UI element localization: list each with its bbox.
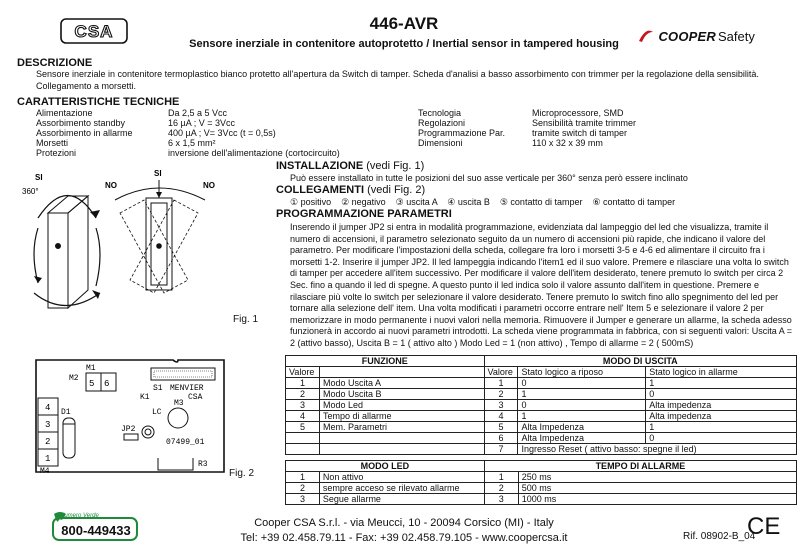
fig1-360-label: 360° xyxy=(22,187,39,196)
product-title: 446-AVR xyxy=(369,14,439,33)
cell: 2 xyxy=(286,483,320,494)
cell: 1000 ms xyxy=(518,494,796,505)
cooper-word: COOPER xyxy=(658,29,716,44)
cell: 2 xyxy=(484,389,518,400)
col-allarme: Stato logico in allarme xyxy=(646,367,797,378)
cell: 1 xyxy=(518,389,646,400)
spec-label: Alimentazione xyxy=(36,108,93,118)
fig1-si-right: SI xyxy=(154,169,162,178)
numero-verde-label: Numero Verde xyxy=(60,513,99,519)
table-header-row xyxy=(286,356,797,367)
figure-2-pcb-diagram xyxy=(28,350,228,480)
cell: 500 ms xyxy=(518,483,796,494)
table-row xyxy=(286,400,797,411)
cell: 1 xyxy=(286,378,320,389)
spec-value: 400 µA ; V= 3Vcc (t = 0,5s) xyxy=(168,128,276,138)
cell xyxy=(319,433,484,444)
cell: Modo Led xyxy=(319,400,484,411)
spec-label: Assorbimento in allarme xyxy=(36,128,133,138)
cell: Non attivo xyxy=(319,472,484,483)
footer-line-2: Tel: +39 02.458.79.11 - Fax: +39 02.458.79.105 - www.coopercsa.it xyxy=(240,532,568,544)
terminal-3: 3 xyxy=(45,420,51,430)
cell: 1 xyxy=(484,378,518,389)
terminal-4: 4 xyxy=(45,403,51,413)
funzione-header: FUNZIONE xyxy=(286,356,485,367)
descrizione-heading: DESCRIZIONE xyxy=(17,57,93,69)
label-jp2: JP2 xyxy=(121,425,136,434)
cell: 0 xyxy=(518,400,646,411)
table-row xyxy=(286,389,797,400)
cell: 3 xyxy=(286,400,320,411)
label-m2: M2 xyxy=(69,374,79,383)
spec-label: Regolazioni xyxy=(418,118,466,128)
fig1-label: Fig. 1 xyxy=(233,314,259,325)
cell: Modo Uscita B xyxy=(319,389,484,400)
spec-label: Morsetti xyxy=(36,138,69,148)
cell: 0 xyxy=(646,389,797,400)
ce-mark: CE xyxy=(747,513,781,540)
cell xyxy=(286,444,320,455)
fig1-si-left: SI xyxy=(35,173,43,182)
cell: 0 xyxy=(518,378,646,389)
cell: 6 xyxy=(484,433,518,444)
spec-value: 16 µA ; V = 3Vcc xyxy=(168,118,235,128)
col-valore-2: Valore xyxy=(484,367,518,378)
numero-verde-number: 800-449433 xyxy=(61,523,131,538)
component-r3 xyxy=(158,458,193,470)
product-subtitle: Sensore inerziale in contenitore autoprotetto / Inertial sensor in tampered housing xyxy=(189,38,619,50)
arrow-head-icon xyxy=(156,192,162,198)
cell: 5 xyxy=(286,422,320,433)
led-lc xyxy=(142,426,154,438)
cell: sempre acceso se rilevato allarme xyxy=(319,483,484,494)
terminal-5: 5 xyxy=(89,379,95,389)
spec-value: 6 x 1,5 mm² xyxy=(168,138,216,148)
cell: 0 xyxy=(646,433,797,444)
cell: 7 xyxy=(484,444,518,455)
cell: Alta impedenza xyxy=(646,411,797,422)
label-csa: CSA xyxy=(188,393,203,402)
label-s1: S1 xyxy=(153,384,163,393)
label-lc: LC xyxy=(152,408,162,417)
spec-label: Protezioni xyxy=(36,148,77,158)
cooper-swoosh-icon xyxy=(638,29,654,43)
safety-word: Safety xyxy=(718,29,755,44)
cell: 5 xyxy=(484,422,518,433)
cell: 4 xyxy=(484,411,518,422)
tempo-allarme-header: TEMPO DI ALLARME xyxy=(484,461,796,472)
cell: 1 xyxy=(646,378,797,389)
installazione-title: INSTALLAZIONE xyxy=(276,160,364,172)
label-k1: K1 xyxy=(140,393,150,402)
label-board-code: 07499_01 xyxy=(166,438,205,447)
collegamenti-heading xyxy=(276,184,425,196)
jumper-jp2 xyxy=(124,434,138,440)
csa-logo-text: CSA xyxy=(74,22,114,41)
arrow-head-icon xyxy=(34,276,42,283)
cell: Modo Uscita A xyxy=(319,378,484,389)
spec-value: inversione dell'alimentazione (cortocircuito) xyxy=(168,148,340,158)
collegamenti-note: (vedi Fig. 2) xyxy=(367,184,426,196)
collegamenti-title: COLLEGAMENTI xyxy=(276,184,364,196)
label-r3: R3 xyxy=(198,460,208,469)
modo-led-tempo-table xyxy=(285,460,797,505)
table-row xyxy=(286,483,797,494)
cell: Alta impedenza xyxy=(646,400,797,411)
spec-value: Sensibilità tramite trimmer xyxy=(532,118,637,128)
reference-code: Rif. 08902-B_04 xyxy=(683,531,756,542)
cell: Ingresso Reset ( attivo basso: spegne il led) xyxy=(518,444,797,455)
fig2-label: Fig. 2 xyxy=(229,468,255,479)
cell: Tempo di allarme xyxy=(319,411,484,422)
table-row xyxy=(286,411,797,422)
label-d1: D1 xyxy=(61,408,71,417)
funzione-modo-table xyxy=(285,355,797,455)
spec-label: Dimensioni xyxy=(418,138,463,148)
modo-led-header: MODO LED xyxy=(286,461,485,472)
spec-value: Da 2,5 a 5 Vcc xyxy=(168,108,228,118)
table-row xyxy=(286,378,797,389)
col-valore: Valore xyxy=(286,367,320,378)
table-row xyxy=(286,472,797,483)
terminal-2: 2 xyxy=(45,437,51,447)
table-subheader-row xyxy=(286,367,797,378)
tilt-arrows xyxy=(115,180,205,200)
label-menvier: MENVIER xyxy=(170,384,204,393)
cell xyxy=(286,433,320,444)
spec-label: Assorbimento standby xyxy=(36,118,126,128)
spec-value: 110 x 32 x 39 mm xyxy=(532,138,603,148)
col-riposo: Stato logico a riposo xyxy=(518,367,646,378)
spec-label: Programmazione Par. xyxy=(418,128,506,138)
programmazione-heading: PROGRAMMAZIONE PARAMETRI xyxy=(276,208,452,220)
figure-1-installation-diagram xyxy=(20,168,270,323)
cell: Alta Impedenza xyxy=(518,422,646,433)
installazione-note: (vedi Fig. 1) xyxy=(366,160,425,172)
fig1-no-left: NO xyxy=(105,181,117,190)
tamper-switch-s1 xyxy=(151,368,215,380)
table-header-row xyxy=(286,461,797,472)
cell: 3 xyxy=(484,494,518,505)
programmazione-text: Inserendo il jumper JP2 si entra in modalità programmazione, evidenziata dal lampeggio del led che visualizza, tramite il numero di accensioni, il parametro selezionato seguito da un numero di accensioni più rapide, che indicano il valore del parametro. Per modificare l'impostazioni della scheda, collegare fra loro i morsetti 3-5 e 4-6 ed alimentare il circuito fra i morsetti 1-2. Inserire il jumper JP2. Il led lampeggia indicando l'item1 ed il suo valore. Premere e rilasciare una volta lo switch di tamper per accedere all'item successivo. Per modificare il valore dell'item desiderato, tenere premuto lo switch per circa 2 Sec. fino a quando il led di spegne. A questo punto il led indica solo il valore assunto dall'item in questione. Premere e rilasciare più volte lo switch per selezionare il valore desiderato. Tenere premuto lo switch fino allo spegnimento del led per tornare alla selezione dell' item. Una volta modificati i parametri occorre entrare nell' Item 5 e selezionare il valore 2 per memorizzare in modo permanente i nuovi valori nella memoria. Rimuovere il Jumper e generare un allarme, la scheda adesso funzionerà in accordo ai nuovi parametri introdotti. La scheda viene programmata in fabbrica, con si seguenti valori: Uscita A = 2 (attivo basso), Uscita B = 1 ( attivo alto ) Modo Led = 1 (non attivo) , Tempo di allarme = 2 ( 500mS) xyxy=(290,222,793,348)
modo-uscita-header: MODO DI USCITA xyxy=(484,356,797,367)
spec-value: tramite switch di tamper xyxy=(532,128,628,138)
cell: 250 ms xyxy=(518,472,796,483)
table-row xyxy=(286,433,797,444)
cooper-safety-logo xyxy=(638,28,788,46)
cell: 1 xyxy=(286,472,320,483)
cell: 2 xyxy=(484,483,518,494)
sensor-m3 xyxy=(168,408,188,428)
terminal-6: 6 xyxy=(104,379,110,389)
spec-label: Tecnologia xyxy=(418,108,462,118)
caratteristiche-heading: CARATTERISTICHE TECNICHE xyxy=(17,96,180,108)
table-row xyxy=(286,494,797,505)
cell xyxy=(319,444,484,455)
label-m3: M3 xyxy=(174,399,184,408)
label-m4: M4 xyxy=(40,467,50,476)
label-m1: M1 xyxy=(86,364,96,373)
cell: 1 xyxy=(518,411,646,422)
table-row xyxy=(286,422,797,433)
fig1-no-right: NO xyxy=(203,181,215,190)
installazione-heading xyxy=(276,160,424,172)
installazione-text: Può essere installato in tutte le posizioni del suo asse verticale per 360° senza però essere inclinato xyxy=(290,173,688,183)
collegamenti-text: ① positivo ② negativo ③ uscita A ④ uscita B ⑤ contatto di tamper ⑥ contatto di tamper xyxy=(290,197,676,207)
spec-value: Microprocessore, SMD xyxy=(532,108,624,118)
cell: Alta Impedenza xyxy=(518,433,646,444)
cell: 3 xyxy=(286,494,320,505)
cell: 3 xyxy=(484,400,518,411)
sensor-box-3d xyxy=(48,196,88,308)
cell: 1 xyxy=(646,422,797,433)
table-row xyxy=(286,444,797,455)
footer-line-1: Cooper CSA S.r.l. - via Meucci, 10 - 20094 Corsico (MI) - Italy xyxy=(254,517,554,529)
cell: Segue allarme xyxy=(319,494,484,505)
cell: 2 xyxy=(286,389,320,400)
terminal-1: 1 xyxy=(45,454,51,464)
cell: Mem. Parametri xyxy=(319,422,484,433)
col-blank xyxy=(319,367,484,378)
cell: 1 xyxy=(484,472,518,483)
descrizione-text: Sensore inerziale in contenitore termoplastico bianco protetto all'apertura da Switch di tamper. Scheda d'analisi a basso assorbimento con trimmer per la regolazione della sensibilità. Collegamento a morsetti. xyxy=(36,69,759,91)
cell: 4 xyxy=(286,411,320,422)
